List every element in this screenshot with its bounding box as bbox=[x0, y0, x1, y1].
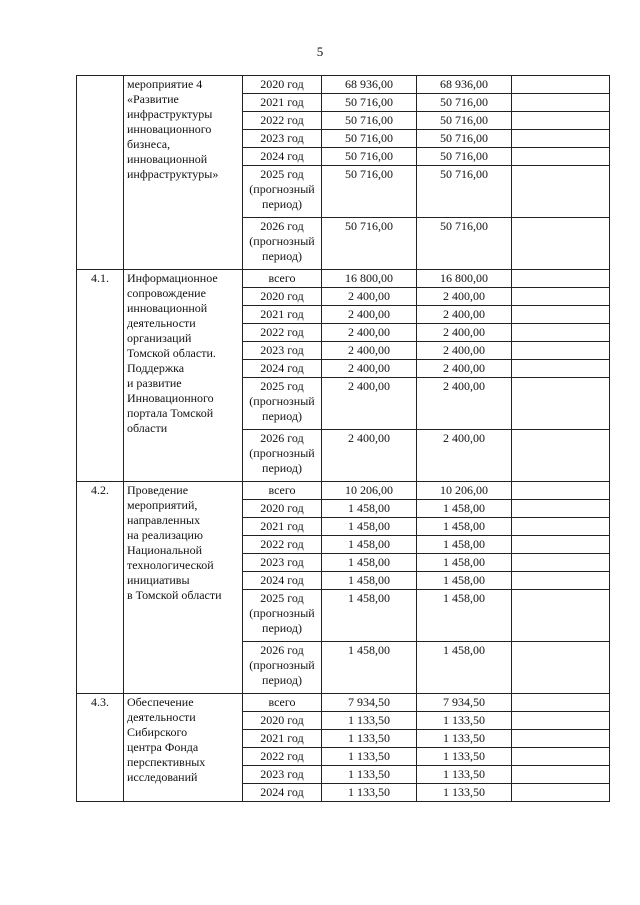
year-cell: 2020 год bbox=[243, 288, 322, 306]
amount-budget-cell: 50 716,00 bbox=[417, 148, 512, 166]
amount-budget-cell: 1 133,50 bbox=[417, 766, 512, 784]
year-cell: 2021 год bbox=[243, 94, 322, 112]
amount-total-cell: 50 716,00 bbox=[322, 130, 417, 148]
amount-total-cell: 1 458,00 bbox=[322, 590, 417, 642]
year-cell: 2024 год bbox=[243, 784, 322, 802]
amount-total-cell: 1 458,00 bbox=[322, 572, 417, 590]
empty-cell bbox=[512, 694, 610, 712]
table-row bbox=[77, 76, 610, 94]
empty-cell bbox=[512, 784, 610, 802]
year-cell: 2026 год (прогнозный период) bbox=[243, 642, 322, 694]
empty-cell bbox=[512, 166, 610, 218]
item-name-cell: Информационное сопровождение инновационной деятельности организаций Томской области. Поддержка и развитие Инновационного портала Томской области bbox=[124, 270, 243, 482]
amount-budget-cell: 1 458,00 bbox=[417, 642, 512, 694]
amount-total-cell: 50 716,00 bbox=[322, 218, 417, 270]
year-cell: всего bbox=[243, 270, 322, 288]
amount-budget-cell: 1 458,00 bbox=[417, 500, 512, 518]
amount-total-cell: 1 133,50 bbox=[322, 748, 417, 766]
amount-total-cell: 2 400,00 bbox=[322, 306, 417, 324]
empty-cell bbox=[512, 94, 610, 112]
empty-cell bbox=[512, 378, 610, 430]
year-cell: 2020 год bbox=[243, 76, 322, 94]
year-cell: 2025 год (прогнозный период) bbox=[243, 166, 322, 218]
empty-cell bbox=[512, 730, 610, 748]
empty-cell bbox=[512, 712, 610, 730]
amount-total-cell: 2 400,00 bbox=[322, 360, 417, 378]
year-cell: 2022 год bbox=[243, 536, 322, 554]
amount-budget-cell: 10 206,00 bbox=[417, 482, 512, 500]
year-cell: всего bbox=[243, 482, 322, 500]
amount-budget-cell: 2 400,00 bbox=[417, 288, 512, 306]
year-cell: 2021 год bbox=[243, 306, 322, 324]
amount-total-cell: 68 936,00 bbox=[322, 76, 417, 94]
amount-budget-cell: 2 400,00 bbox=[417, 378, 512, 430]
empty-cell bbox=[512, 360, 610, 378]
amount-budget-cell: 2 400,00 bbox=[417, 324, 512, 342]
amount-budget-cell: 1 133,50 bbox=[417, 712, 512, 730]
amount-total-cell: 1 458,00 bbox=[322, 554, 417, 572]
year-cell: 2026 год (прогнозный период) bbox=[243, 218, 322, 270]
empty-cell bbox=[512, 342, 610, 360]
amount-budget-cell: 16 800,00 bbox=[417, 270, 512, 288]
amount-total-cell: 2 400,00 bbox=[322, 324, 417, 342]
amount-budget-cell: 1 458,00 bbox=[417, 518, 512, 536]
empty-cell bbox=[512, 306, 610, 324]
budget-table-body bbox=[77, 76, 610, 802]
amount-budget-cell: 50 716,00 bbox=[417, 218, 512, 270]
empty-cell bbox=[512, 554, 610, 572]
amount-budget-cell: 2 400,00 bbox=[417, 342, 512, 360]
amount-budget-cell: 50 716,00 bbox=[417, 166, 512, 218]
item-number-cell: 4.1. bbox=[77, 270, 124, 482]
year-cell: 2021 год bbox=[243, 730, 322, 748]
amount-budget-cell: 2 400,00 bbox=[417, 360, 512, 378]
empty-cell bbox=[512, 76, 610, 94]
item-name-cell: мероприятие 4 «Развитие инфраструктуры инновационного бизнеса, инновационной инфраструктуры» bbox=[124, 76, 243, 270]
amount-total-cell: 2 400,00 bbox=[322, 378, 417, 430]
amount-total-cell: 1 458,00 bbox=[322, 500, 417, 518]
empty-cell bbox=[512, 642, 610, 694]
amount-total-cell: 1 458,00 bbox=[322, 536, 417, 554]
amount-budget-cell: 68 936,00 bbox=[417, 76, 512, 94]
year-cell: 2023 год bbox=[243, 342, 322, 360]
amount-total-cell: 1 133,50 bbox=[322, 712, 417, 730]
year-cell: всего bbox=[243, 694, 322, 712]
amount-budget-cell: 50 716,00 bbox=[417, 130, 512, 148]
year-cell: 2022 год bbox=[243, 748, 322, 766]
empty-cell bbox=[512, 288, 610, 306]
amount-total-cell: 1 133,50 bbox=[322, 766, 417, 784]
table-row bbox=[77, 270, 610, 288]
amount-total-cell: 1 458,00 bbox=[322, 518, 417, 536]
amount-budget-cell: 50 716,00 bbox=[417, 112, 512, 130]
amount-budget-cell: 1 133,50 bbox=[417, 784, 512, 802]
year-cell: 2023 год bbox=[243, 130, 322, 148]
table-row bbox=[77, 694, 610, 712]
year-cell: 2024 год bbox=[243, 148, 322, 166]
item-number-cell: 4.3. bbox=[77, 694, 124, 802]
empty-cell bbox=[512, 112, 610, 130]
amount-budget-cell: 50 716,00 bbox=[417, 94, 512, 112]
table-row bbox=[77, 482, 610, 500]
amount-total-cell: 1 133,50 bbox=[322, 784, 417, 802]
empty-cell bbox=[512, 590, 610, 642]
empty-cell bbox=[512, 218, 610, 270]
amount-total-cell: 2 400,00 bbox=[322, 430, 417, 482]
amount-budget-cell: 1 458,00 bbox=[417, 572, 512, 590]
amount-total-cell: 50 716,00 bbox=[322, 112, 417, 130]
empty-cell bbox=[512, 270, 610, 288]
amount-total-cell: 50 716,00 bbox=[322, 166, 417, 218]
empty-cell bbox=[512, 766, 610, 784]
empty-cell bbox=[512, 572, 610, 590]
amount-total-cell: 7 934,50 bbox=[322, 694, 417, 712]
amount-total-cell: 2 400,00 bbox=[322, 288, 417, 306]
amount-total-cell: 50 716,00 bbox=[322, 94, 417, 112]
amount-budget-cell: 1 458,00 bbox=[417, 554, 512, 572]
amount-budget-cell: 1 133,50 bbox=[417, 730, 512, 748]
amount-total-cell: 2 400,00 bbox=[322, 342, 417, 360]
year-cell: 2025 год (прогнозный период) bbox=[243, 378, 322, 430]
year-cell: 2020 год bbox=[243, 500, 322, 518]
year-cell: 2022 год bbox=[243, 112, 322, 130]
amount-budget-cell: 2 400,00 bbox=[417, 430, 512, 482]
empty-cell bbox=[512, 748, 610, 766]
empty-cell bbox=[512, 518, 610, 536]
empty-cell bbox=[512, 500, 610, 518]
amount-budget-cell: 1 133,50 bbox=[417, 748, 512, 766]
amount-total-cell: 50 716,00 bbox=[322, 148, 417, 166]
budget-table bbox=[76, 75, 610, 802]
empty-cell bbox=[512, 148, 610, 166]
empty-cell bbox=[512, 482, 610, 500]
amount-total-cell: 1 133,50 bbox=[322, 730, 417, 748]
item-name-cell: Обеспечение деятельности Сибирского центра Фонда перспективных исследований bbox=[124, 694, 243, 802]
amount-total-cell: 1 458,00 bbox=[322, 642, 417, 694]
year-cell: 2023 год bbox=[243, 554, 322, 572]
year-cell: 2024 год bbox=[243, 360, 322, 378]
item-name-cell: Проведение мероприятий, направленных на реализацию Национальной технологической инициативы в Томской области bbox=[124, 482, 243, 694]
year-cell: 2024 год bbox=[243, 572, 322, 590]
item-number-cell: 4.2. bbox=[77, 482, 124, 694]
year-cell: 2025 год (прогнозный период) bbox=[243, 590, 322, 642]
year-cell: 2022 год bbox=[243, 324, 322, 342]
year-cell: 2021 год bbox=[243, 518, 322, 536]
page-number: 5 bbox=[316, 44, 324, 59]
amount-budget-cell: 7 934,50 bbox=[417, 694, 512, 712]
amount-total-cell: 16 800,00 bbox=[322, 270, 417, 288]
amount-budget-cell: 2 400,00 bbox=[417, 306, 512, 324]
empty-cell bbox=[512, 536, 610, 554]
amount-total-cell: 10 206,00 bbox=[322, 482, 417, 500]
empty-cell bbox=[512, 130, 610, 148]
amount-budget-cell: 1 458,00 bbox=[417, 536, 512, 554]
year-cell: 2023 год bbox=[243, 766, 322, 784]
empty-cell bbox=[512, 324, 610, 342]
empty-cell bbox=[512, 430, 610, 482]
year-cell: 2026 год (прогнозный период) bbox=[243, 430, 322, 482]
amount-budget-cell: 1 458,00 bbox=[417, 590, 512, 642]
year-cell: 2020 год bbox=[243, 712, 322, 730]
item-number-cell bbox=[77, 76, 124, 270]
